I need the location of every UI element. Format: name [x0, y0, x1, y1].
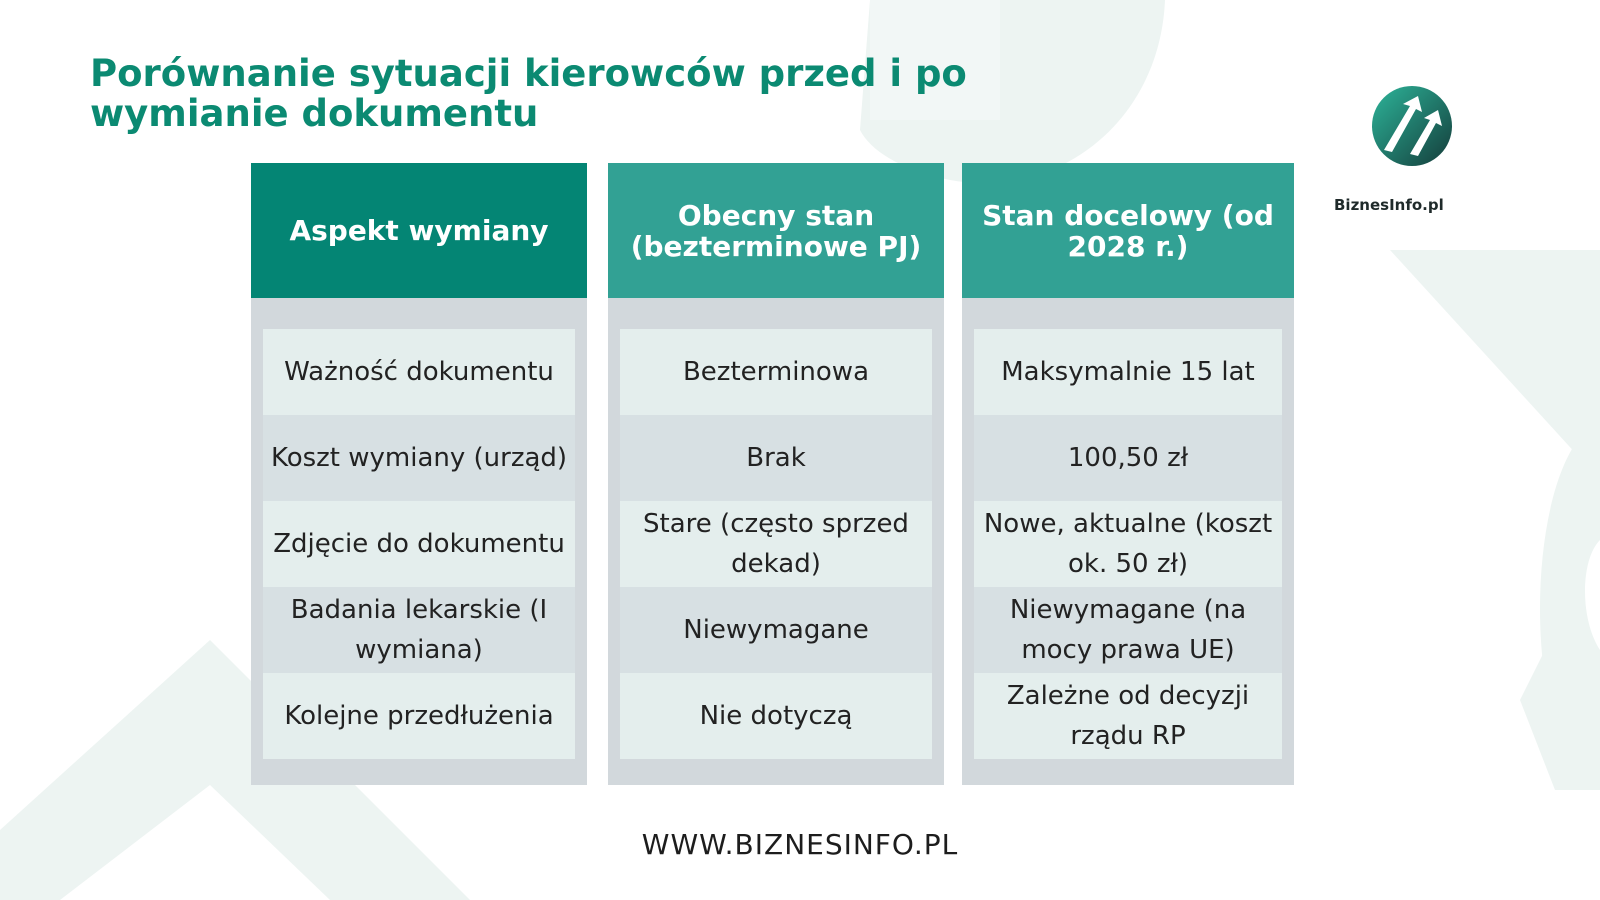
column-target-cells [974, 329, 1282, 759]
table-cell: Niewymagane (na mocy prawa UE) [974, 587, 1282, 673]
table-cell: Ważność dokumentu [263, 329, 575, 415]
brand-logo [1362, 84, 1462, 168]
table-cell: Brak [620, 415, 932, 501]
arrows-exchange-icon [1370, 84, 1454, 168]
column-aspect-cells [263, 329, 575, 759]
table-cell: Zdjęcie do dokumentu [263, 501, 575, 587]
column-header-current: Obecny stan (bezterminowe PJ) [608, 163, 944, 298]
table-cell: 100,50 zł [974, 415, 1282, 501]
table-cell: Nie dotyczą [620, 673, 932, 759]
table-cell: Maksymalnie 15 lat [974, 329, 1282, 415]
column-header-aspect: Aspekt wymiany [251, 163, 587, 298]
table-cell: Bezterminowa [620, 329, 932, 415]
column-current [608, 163, 944, 785]
column-header-target: Stan docelowy (od 2028 r.) [962, 163, 1294, 298]
column-aspect [251, 163, 587, 785]
table-cell: Kolejne przedłużenia [263, 673, 575, 759]
table-cell: Nowe, aktualne (koszt ok. 50 zł) [974, 501, 1282, 587]
table-cell: Zależne od decyzji rządu RP [974, 673, 1282, 759]
table-cell: Koszt wymiany (urząd) [263, 415, 575, 501]
table-cell: Badania lekarskie (I wymiana) [263, 587, 575, 673]
brand-name: BiznesInfo.pl [1334, 196, 1444, 214]
footer-url: WWW.BIZNESINFO.PL [641, 828, 959, 861]
page-title: Porównanie sytuacji kierowców przed i po wymianie dokumentu [90, 52, 967, 135]
table-cell: Niewymagane [620, 587, 932, 673]
deco-chevron-right [1390, 250, 1600, 480]
column-target [962, 163, 1294, 785]
table-cell: Stare (często sprzed dekad) [620, 501, 932, 587]
column-current-cells [620, 329, 932, 759]
